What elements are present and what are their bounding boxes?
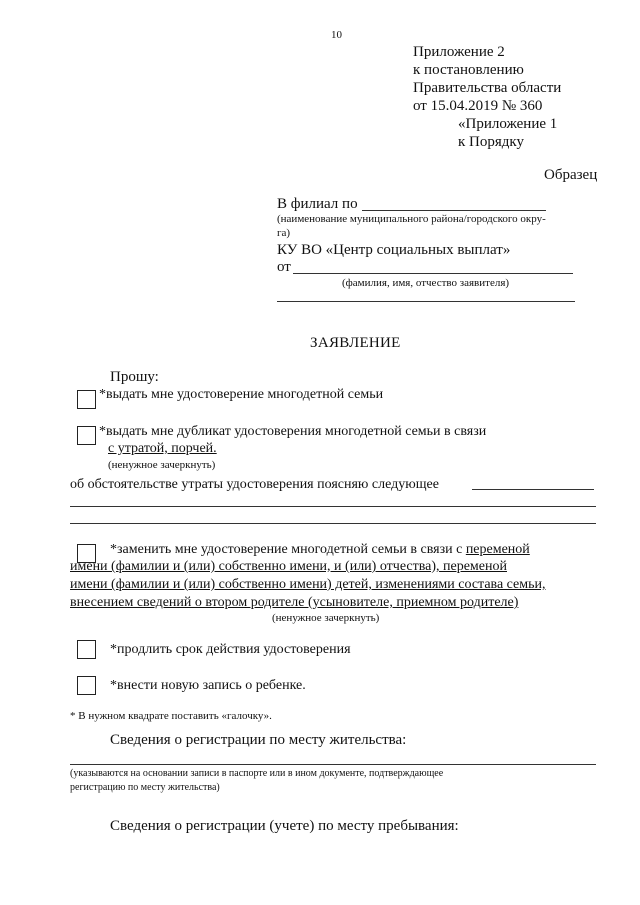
annex-line-3: Правительства области [413, 80, 562, 96]
option-2-line-2: с утратой, порчей. [108, 441, 217, 456]
to-hint-2: га) [277, 227, 291, 239]
option-5-label: *внести новую запись о ребенке. [110, 678, 306, 693]
to-field-line[interactable] [362, 210, 546, 211]
residence-label: Сведения о регистрации по месту жительства: [110, 732, 407, 748]
loss-explanation-line-3[interactable] [70, 523, 596, 524]
option-2-line-1: *выдать мне дубликат удостоверения многодетной семьи в связи [99, 424, 487, 439]
loss-explanation-label: об обстоятельстве утраты удостоверения поясняю следующее [70, 477, 439, 492]
organization-name: КУ ВО «Центр социальных выплат» [277, 242, 511, 258]
footnote: * В нужном квадрате поставить «галочку». [70, 710, 272, 722]
annex-line-5: «Приложение 1 [458, 116, 558, 132]
option-3-line-1 [110, 541, 530, 558]
residence-hint-1: (указываются на основании записи в паспорте или в ином документе, подтверждающее [70, 768, 444, 779]
from-hint: (фамилия, имя, отчество заявителя) [342, 277, 510, 289]
sample-label: Образец [544, 167, 598, 183]
to-hint-1: (наименование муниципального района/городского окру- [277, 213, 546, 225]
option-3-line-1-underlined: переменой [465, 542, 530, 557]
loss-explanation-line-2[interactable] [70, 506, 596, 507]
request-intro: Прошу: [110, 369, 159, 385]
loss-explanation-line-1[interactable] [472, 489, 594, 490]
option-5-checkbox[interactable] [77, 676, 96, 695]
option-1-label: *выдать мне удостоверение многодетной семьи [99, 387, 384, 402]
from-field-line-2[interactable] [277, 301, 575, 302]
option-3-line-4: внесением сведений о втором родителе (усыновителе, приемном родителе) [70, 595, 519, 610]
document-title: ЗАЯВЛЕНИЕ [310, 335, 401, 351]
from-label: от [277, 259, 291, 275]
annex-line-4: от 15.04.2019 № 360 [413, 98, 543, 114]
residence-hint-2: регистрацию по месту жительства) [70, 782, 220, 793]
stay-label: Сведения о регистрации (учете) по месту пребывания: [110, 818, 459, 834]
annex-line-6: к Порядку [458, 134, 524, 150]
annex-line-1: Приложение 2 [413, 44, 505, 60]
option-4-checkbox[interactable] [77, 640, 96, 659]
option-2-checkbox[interactable] [77, 426, 96, 445]
annex-line-2: к постановлению [413, 62, 524, 78]
option-3-hint: (ненужное зачеркнуть) [272, 612, 380, 624]
option-1-checkbox[interactable] [77, 390, 96, 409]
option-3-line-2: имени (фамилии и (или) собственно имени, и (или) отчества), переменой [70, 559, 507, 574]
option-3-line-3: имени (фамилии и (или) собственно имени) детей, изменениями состава семьи, [70, 577, 546, 592]
residence-field-line[interactable] [70, 764, 596, 765]
page-number: 10 [331, 29, 342, 41]
from-field-line[interactable] [293, 273, 573, 274]
option-4-label: *продлить срок действия удостоверения [110, 642, 351, 657]
option-3-line-1-text: *заменить мне удостоверение многодетной семьи в связи с [110, 542, 466, 557]
to-label: В филиал по [277, 196, 358, 212]
option-2-hint: (ненужное зачеркнуть) [108, 459, 216, 471]
